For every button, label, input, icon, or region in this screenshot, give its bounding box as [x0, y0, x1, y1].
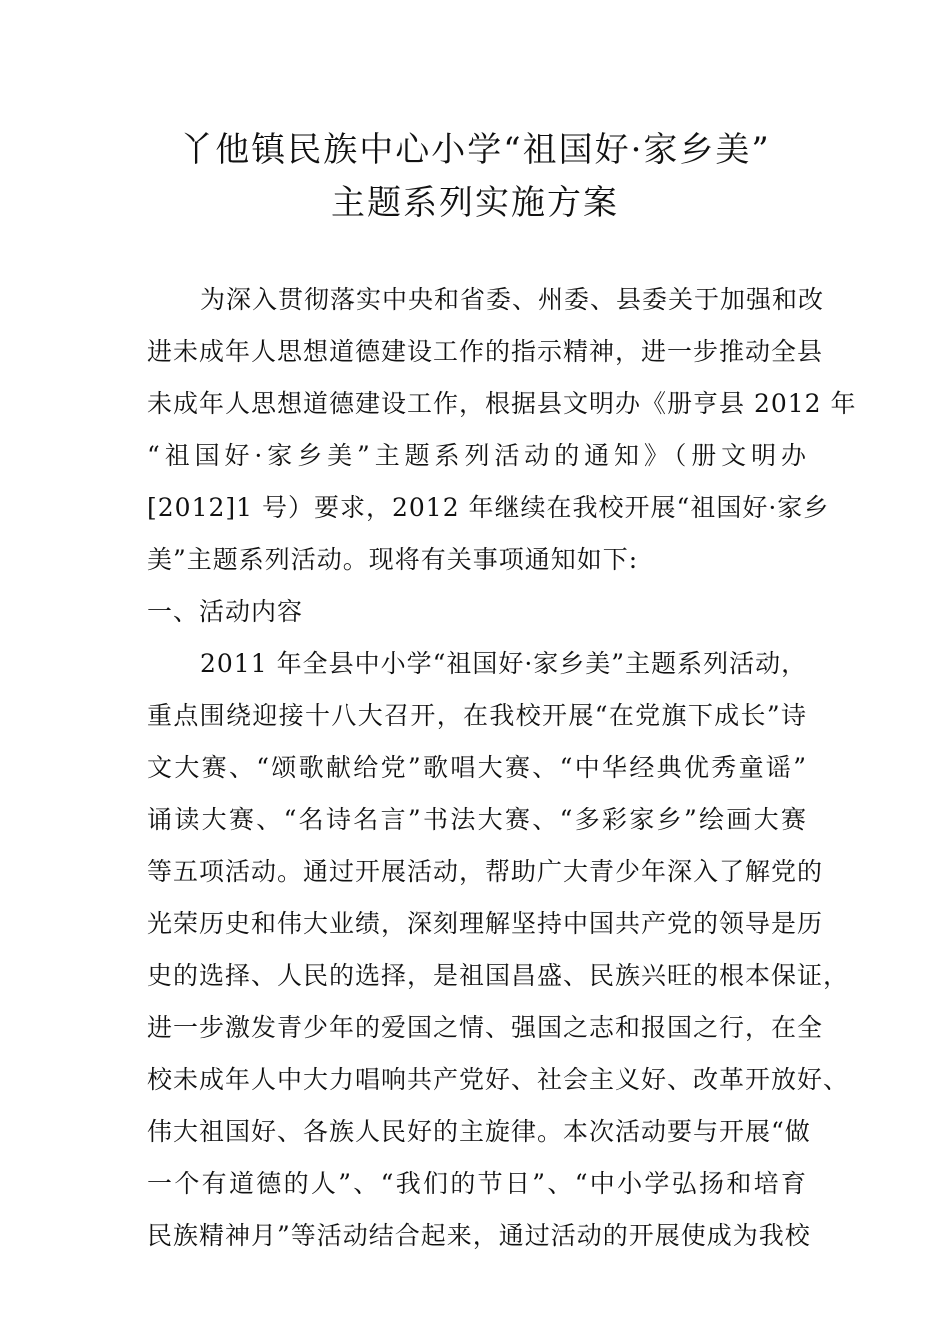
body-line: 民族精神月”等活动结合起来，通过活动的开展使成为我校 [147, 1221, 811, 1250]
body-line: 未成年人思想道德建设工作，根据县文明办《册亨县 2012 年 [147, 389, 857, 418]
body-line: 伟大祖国好、各族人民好的主旋律。本次活动要与开展“做 [147, 1117, 811, 1146]
body-line: 文大赛、“颂歌献给党”歌唱大赛、“中华经典优秀童谣” [147, 753, 807, 782]
document-body [147, 280, 857, 1268]
body-line: [2012]1 号）要求，2012 年继续在我校开展“祖国好·家乡 [147, 493, 830, 522]
body-line: 一个有道德的人”、“我们的节日”、“中小学弘扬和培育 [147, 1169, 807, 1198]
body-line: “祖国好·家乡美”主题系列活动的通知》（册文明办 [147, 441, 807, 470]
document-title-line-1: 丫他镇民族中心小学“祖国好·家乡美” [179, 130, 771, 170]
body-line: 史的选择、人民的选择，是祖国昌盛、民族兴旺的根本保证， [147, 961, 850, 990]
body-line: 进未成年人思想道德建设工作的指示精神，进一步推动全县 [147, 337, 824, 366]
document-title-line-2: 主题系列实施方案 [331, 183, 619, 223]
body-line: 诵读大赛、“名诗名言”书法大赛、“多彩家乡”绘画大赛 [147, 805, 807, 834]
body-line: 光荣历史和伟大业绩，深刻理解坚持中国共产党的领导是历 [147, 909, 824, 938]
section-heading: 一、活动内容 [147, 597, 304, 626]
body-line: 为深入贯彻落实中央和省委、州委、县委关于加强和改 [200, 285, 825, 314]
body-line: 等五项活动。通过开展活动，帮助广大青少年深入了解党的 [147, 857, 824, 886]
body-line: 美”主题系列活动。现将有关事项通知如下: [147, 545, 639, 574]
body-line: 校未成年人中大力唱响共产党好、社会主义好、改革开放好、 [147, 1065, 850, 1094]
body-line: 2011 年全县中小学“祖国好·家乡美”主题系列活动， [200, 649, 808, 678]
body-line: 重点围绕迎接十八大召开，在我校开展“在党旗下成长”诗 [147, 701, 807, 730]
body-line: 进一步激发青少年的爱国之情、强国之志和报国之行，在全 [147, 1013, 824, 1042]
